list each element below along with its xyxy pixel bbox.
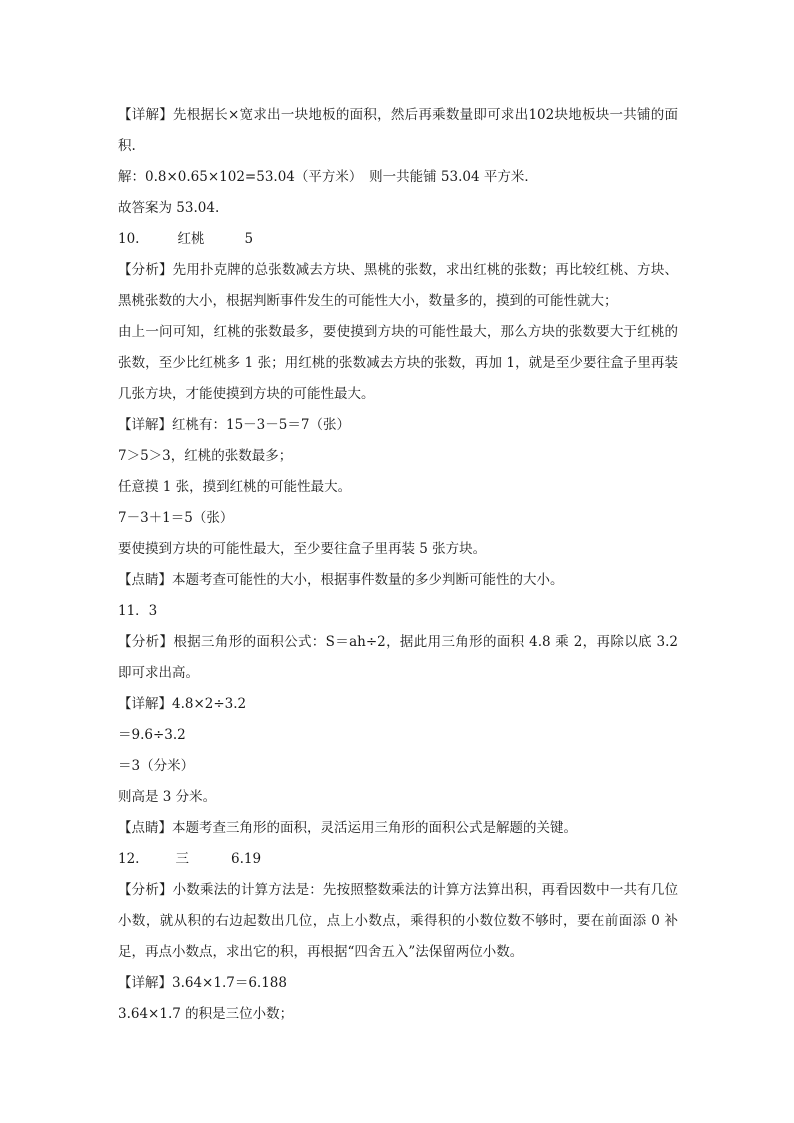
- q11-analysis: 【分析】根据三角形的面积公式：S＝ah÷2，据此用三角形的面积 4.8 乘 2，再除以底 3.2 即可求出高。: [118, 634, 678, 681]
- q11-detail: 【详解】4.8×2÷3.2: [118, 696, 247, 712]
- q10-blank-2: 5: [244, 231, 254, 247]
- document-page: [118, 100, 678, 1030]
- q10-detail-line-4: 7－3＋1＝5（张）: [118, 510, 234, 526]
- q10-detail: 【详解】红桃有：15－3－5＝7（张）: [118, 417, 350, 433]
- q12-blank-2: 6.19: [230, 851, 262, 867]
- q12-detail-line-2: 3.64×1.7 的积是三位小数；: [118, 1006, 294, 1022]
- q10-detail-line-5: 要使摸到方块的可能性最大，至少要往盒子里再装 5 张方块。: [118, 541, 487, 557]
- q9-solution: 解：0.8×0.65×102=53.04（平方米） 则一共能铺 53.04 平方米．: [118, 169, 538, 185]
- q11-number: 11．3: [118, 603, 158, 619]
- q11-detail-line-2: ＝9.6÷3.2: [118, 727, 186, 743]
- q11-detail-line-4: 则高是 3 分米。: [118, 789, 217, 805]
- q12-blank-1: 三: [175, 851, 189, 867]
- q11-comment: 【点睛】本题考查三角形的面积，灵活运用三角形的面积公式是解题的关键。: [118, 820, 577, 836]
- q10-analysis-2: 由上一问可知，红桃的张数最多，要使摸到方块的可能性最大，那么方块的张数要大于红桃的张数，至少比红桃多 1 张；用红桃的张数减去方块的张数，再加 1，就是至少要往盒子里再装几张方块，才能使摸到方块的可能性最大。: [118, 324, 678, 402]
- q9-answer: 故答案为 53.04.: [118, 200, 220, 216]
- q12-number: 12.: [118, 851, 140, 867]
- q10-detail-line-3: 任意摸 1 张，摸到红桃的可能性最大。: [118, 479, 352, 495]
- q12-analysis: 【分析】小数乘法的计算方法是：先按照整数乘法的计算方法算出积，再看因数中一共有几位小数，就从积的右边起数出几位，点上小数点，乘得积的小数位数不够时，要在前面添 0 补足，再点小数点，求出它的积，再根据“四舍五入”法保留两位小数。: [118, 882, 678, 960]
- q12-detail: 【详解】3.64×1.7＝6.188: [118, 975, 287, 991]
- q10-comment: 【点睛】本题考查可能性的大小，根据事件数量的多少判断可能性的大小。: [118, 572, 564, 588]
- q10-answer-line: [118, 224, 678, 255]
- q10-analysis: 【分析】先用扑克牌的总张数减去方块、黑桃的张数，求出红桃的张数；再比较红桃、方块、黑桃张数的大小，根据判断事件发生的可能性大小，数量多的，摸到的可能性就大；: [118, 262, 678, 309]
- q10-detail-line-2: 7＞5＞3，红桃的张数最多；: [118, 448, 293, 464]
- q10-number: 10.: [118, 231, 140, 247]
- q9-detail: 【详解】先根据长×宽求出一块地板的面积，然后再乘数量即可求出102块地板块一共铺的面积.: [118, 107, 678, 154]
- q10-blank-1: 红桃: [177, 231, 205, 247]
- q12-answer-line: [118, 844, 678, 875]
- q11-detail-line-3: ＝3（分米）: [118, 758, 195, 774]
